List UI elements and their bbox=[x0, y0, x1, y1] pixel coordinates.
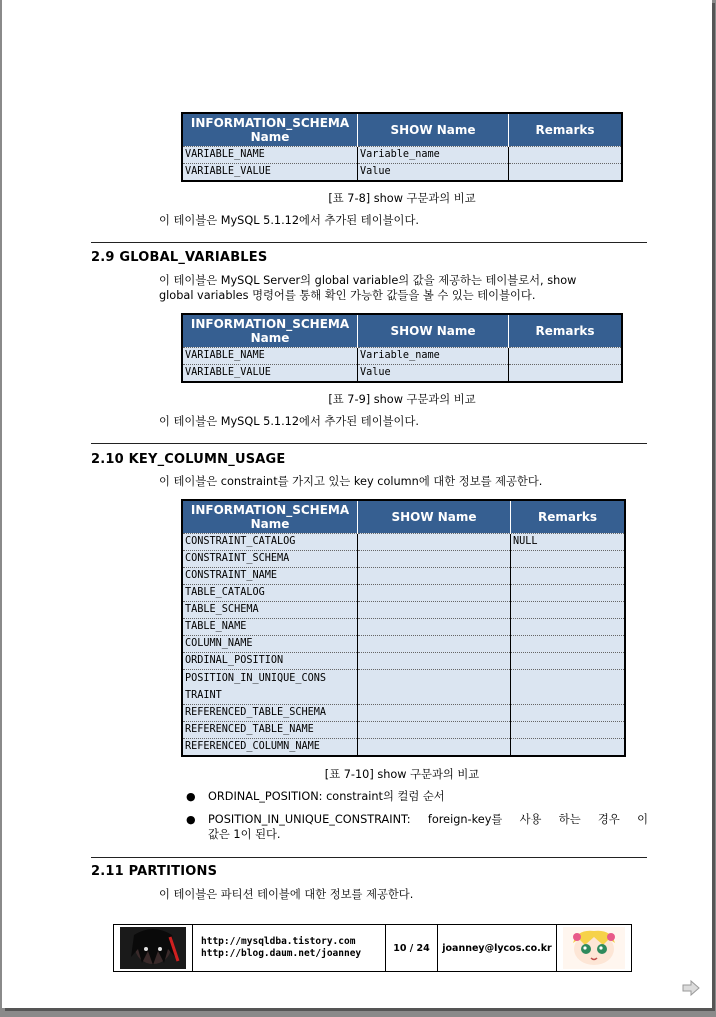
col-header-show-name: SHOW Name bbox=[358, 500, 511, 533]
list-item-text: 값은 1이 된다. bbox=[208, 828, 281, 841]
table-cell bbox=[358, 601, 511, 618]
table-cell bbox=[358, 550, 511, 567]
table-cell: CONSTRAINT_NAME bbox=[182, 567, 358, 584]
table-row bbox=[182, 584, 625, 601]
blog-link-daum[interactable]: http://blog.daum.net/joanney bbox=[201, 948, 362, 959]
section-heading: 2.9 GLOBAL_VARIABLES bbox=[91, 250, 268, 265]
col-header-information-schema: INFORMATION_SCHEMA Name bbox=[182, 500, 358, 533]
table-7-10 bbox=[181, 499, 626, 757]
table-cell: CONSTRAINT_SCHEMA bbox=[182, 550, 358, 567]
col-header-remarks: Remarks bbox=[509, 314, 623, 347]
table-cell bbox=[511, 738, 626, 756]
section-description: 이 테이블은 파티션 테이블에 대한 정보를 제공한다. bbox=[159, 888, 414, 901]
table-cell: POSITION_IN_UNIQUE_CONS TRAINT bbox=[182, 669, 358, 704]
list-item bbox=[186, 812, 648, 842]
table-cell bbox=[511, 601, 626, 618]
author-avatar-left bbox=[114, 925, 192, 971]
description-line: global variables 명령어를 통해 확인 가능한 값들을 볼 수 있는 테이블이다. bbox=[159, 289, 536, 302]
table-cell bbox=[509, 146, 623, 163]
table-cell: COLUMN_NAME bbox=[182, 635, 358, 652]
table-row bbox=[182, 721, 625, 738]
document-page bbox=[2, 0, 712, 1008]
right-arrow-icon[interactable] bbox=[681, 979, 701, 997]
table-cell bbox=[511, 704, 626, 721]
col-header-remarks: Remarks bbox=[509, 113, 623, 146]
table-7-8 bbox=[181, 112, 623, 182]
table-cell: VARIABLE_NAME bbox=[182, 347, 358, 364]
table-cell: Variable_name bbox=[358, 146, 509, 163]
col-header-information-schema: INFORMATION_SCHEMA Name bbox=[182, 314, 358, 347]
table-cell bbox=[358, 618, 511, 635]
table-row bbox=[182, 163, 622, 181]
table-row bbox=[182, 618, 625, 635]
section-divider bbox=[91, 242, 647, 243]
table-cell bbox=[358, 533, 511, 550]
cartoon-character-icon bbox=[563, 927, 625, 969]
author-email[interactable]: joanney@lycos.co.kr bbox=[437, 925, 556, 971]
table-cell bbox=[511, 652, 626, 669]
table-cell bbox=[358, 738, 511, 756]
table-caption: [표 7-10] show 구문과의 비교 bbox=[324, 768, 480, 781]
table-row bbox=[182, 533, 625, 550]
page-footer bbox=[113, 924, 632, 972]
table-cell: Variable_name bbox=[358, 347, 509, 364]
section-description bbox=[159, 273, 629, 303]
table-note: 이 테이블은 MySQL 5.1.12에서 추가된 테이블이다. bbox=[159, 214, 419, 227]
col-header-show-name: SHOW Name bbox=[358, 314, 509, 347]
table-cell: REFERENCED_TABLE_NAME bbox=[182, 721, 358, 738]
list-item bbox=[186, 789, 445, 804]
table-row bbox=[182, 635, 625, 652]
table-cell: REFERENCED_TABLE_SCHEMA bbox=[182, 704, 358, 721]
table-cell: Value bbox=[358, 364, 509, 382]
section-description: 이 테이블은 constraint를 가지고 있는 key column에 대한 정보를 제공한다. bbox=[159, 475, 543, 488]
table-note: 이 테이블은 MySQL 5.1.12에서 추가된 테이블이다. bbox=[159, 415, 419, 428]
table-7-9 bbox=[181, 313, 623, 383]
col-header-information-schema: INFORMATION_SCHEMA Name bbox=[182, 113, 358, 146]
table-cell bbox=[358, 704, 511, 721]
table-cell bbox=[358, 584, 511, 601]
page-number: 10 / 24 bbox=[385, 925, 437, 971]
table-row bbox=[182, 601, 625, 618]
section-heading: 2.11 PARTITIONS bbox=[91, 864, 218, 879]
table-cell: CONSTRAINT_CATALOG bbox=[182, 533, 358, 550]
footer-links bbox=[192, 925, 385, 971]
table-cell bbox=[509, 364, 623, 382]
bullet-icon: ● bbox=[186, 813, 196, 826]
blog-link-tistory[interactable]: http://mysqldba.tistory.com bbox=[201, 936, 356, 947]
table-cell: VARIABLE_VALUE bbox=[182, 364, 358, 382]
table-row bbox=[182, 669, 625, 704]
bullet-icon: ● bbox=[186, 790, 196, 803]
col-header-remarks: Remarks bbox=[511, 500, 626, 533]
table-cell: VARIABLE_NAME bbox=[182, 146, 358, 163]
table-cell bbox=[509, 347, 623, 364]
list-item-text: POSITION_IN_UNIQUE_CONSTRAINT: foreign-key를 사용 하는 경우 이 bbox=[208, 813, 648, 826]
table-cell: TABLE_CATALOG bbox=[182, 584, 358, 601]
table-cell bbox=[511, 550, 626, 567]
table-cell bbox=[509, 163, 623, 181]
table-cell bbox=[358, 669, 511, 704]
table-cell: Value bbox=[358, 163, 509, 181]
section-divider bbox=[91, 857, 647, 858]
table-cell: REFERENCED_COLUMN_NAME bbox=[182, 738, 358, 756]
table-cell bbox=[358, 635, 511, 652]
table-row bbox=[182, 738, 625, 756]
table-cell bbox=[358, 567, 511, 584]
author-avatar-right bbox=[556, 925, 631, 971]
section-divider bbox=[91, 443, 647, 444]
table-row bbox=[182, 364, 622, 382]
table-caption: [표 7-9] show 구문과의 비교 bbox=[328, 393, 476, 406]
table-cell: TABLE_NAME bbox=[182, 618, 358, 635]
section-heading: 2.10 KEY_COLUMN_USAGE bbox=[91, 452, 286, 467]
table-cell bbox=[511, 669, 626, 704]
col-header-show-name: SHOW Name bbox=[358, 113, 509, 146]
table-row bbox=[182, 652, 625, 669]
table-cell bbox=[511, 567, 626, 584]
table-cell: TABLE_SCHEMA bbox=[182, 601, 358, 618]
table-row bbox=[182, 347, 622, 364]
table-row bbox=[182, 550, 625, 567]
table-caption: [표 7-8] show 구문과의 비교 bbox=[328, 192, 476, 205]
table-cell: ORDINAL_POSITION bbox=[182, 652, 358, 669]
table-row bbox=[182, 146, 622, 163]
table-cell bbox=[511, 635, 626, 652]
table-row bbox=[182, 704, 625, 721]
list-item-text: ORDINAL_POSITION: constraint의 컬럼 순서 bbox=[208, 790, 445, 803]
table-row bbox=[182, 567, 625, 584]
description-line: 이 테이블은 MySQL Server의 global variable의 값을 제공하는 테이블로서, show bbox=[159, 274, 577, 287]
table-cell bbox=[358, 721, 511, 738]
table-cell bbox=[511, 618, 626, 635]
table-cell bbox=[511, 721, 626, 738]
table-cell: VARIABLE_VALUE bbox=[182, 163, 358, 181]
table-cell: NULL bbox=[511, 533, 626, 550]
dark-character-icon bbox=[120, 927, 186, 969]
table-cell bbox=[358, 652, 511, 669]
table-cell bbox=[511, 584, 626, 601]
